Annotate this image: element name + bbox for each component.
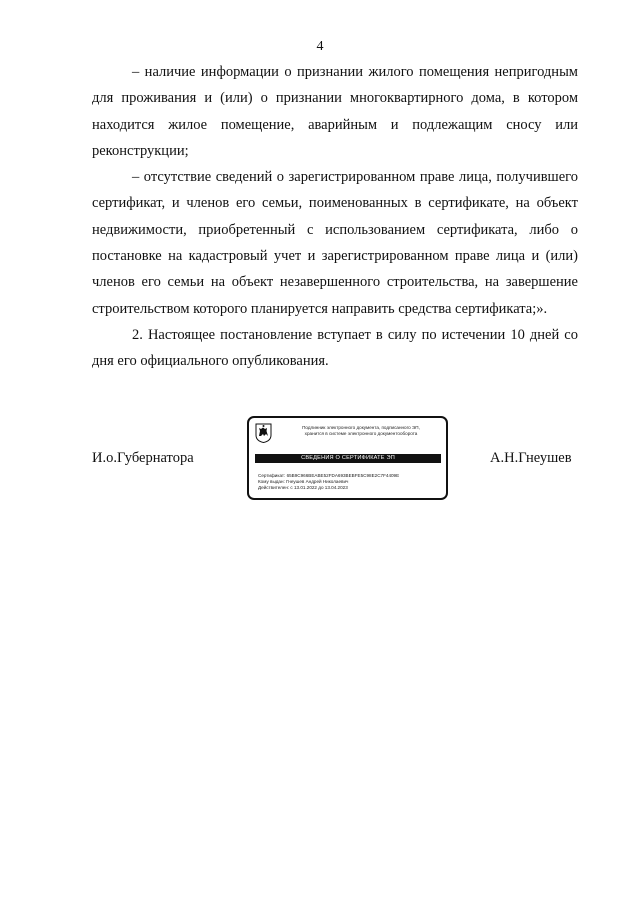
certificate-number: Сертификат: 65B9C966BEABE52FDA693BEBFE5C98E2C7F4409E (258, 473, 400, 478)
stamp-header-line: хранится в системе электронного документооборота (304, 431, 418, 436)
signatory-name: А.Н.Гнеушев (490, 450, 572, 466)
document-body (92, 59, 578, 375)
paragraph-condition-registration: – отсутствие сведений о зарегистрированном праве лица, получившего сертификат, и членов его семьи, поименованных в сертификате, на объект недвижимости, приобретенный с использованием сертификата, либо о постановке на кадастровый учет и зарегистрированном праве лица и (или) членов его семьи на объект незавершенного строительства, на завершение строительством которого планируется направить средства сертификата;». (92, 169, 578, 317)
coat-of-arms-icon (255, 423, 272, 443)
certificate-validity: Действителен: с 13.01.2022 до 13.04.2023 (258, 485, 348, 490)
page-number: 4 (316, 39, 324, 54)
stamp-header (277, 425, 445, 437)
stamp-header-line: Подлинник электронного документа, подписанного ЭП, (302, 425, 420, 430)
stamp-banner: СВЕДЕНИЯ О СЕРТИФИКАТЕ ЭП (255, 454, 441, 463)
paragraph-entry-into-force: 2. Настоящее постановление вступает в силу по истечении 10 дней со дня его официального опубликования. (92, 326, 578, 370)
signatory-title: И.о.Губернатора (92, 450, 194, 466)
paragraph-condition-housing: – наличие информации о признании жилого помещения непригодным для проживания и (или) о признании многоквартирного дома, в котором находится жилое помещение, аварийным и подлежащим сносу или реконструкции; (92, 64, 578, 159)
stamp-details (258, 473, 444, 491)
electronic-signature-stamp (247, 416, 448, 500)
certificate-owner: Кому выдан: Гнеушев Андрей Николаевич (258, 479, 349, 484)
